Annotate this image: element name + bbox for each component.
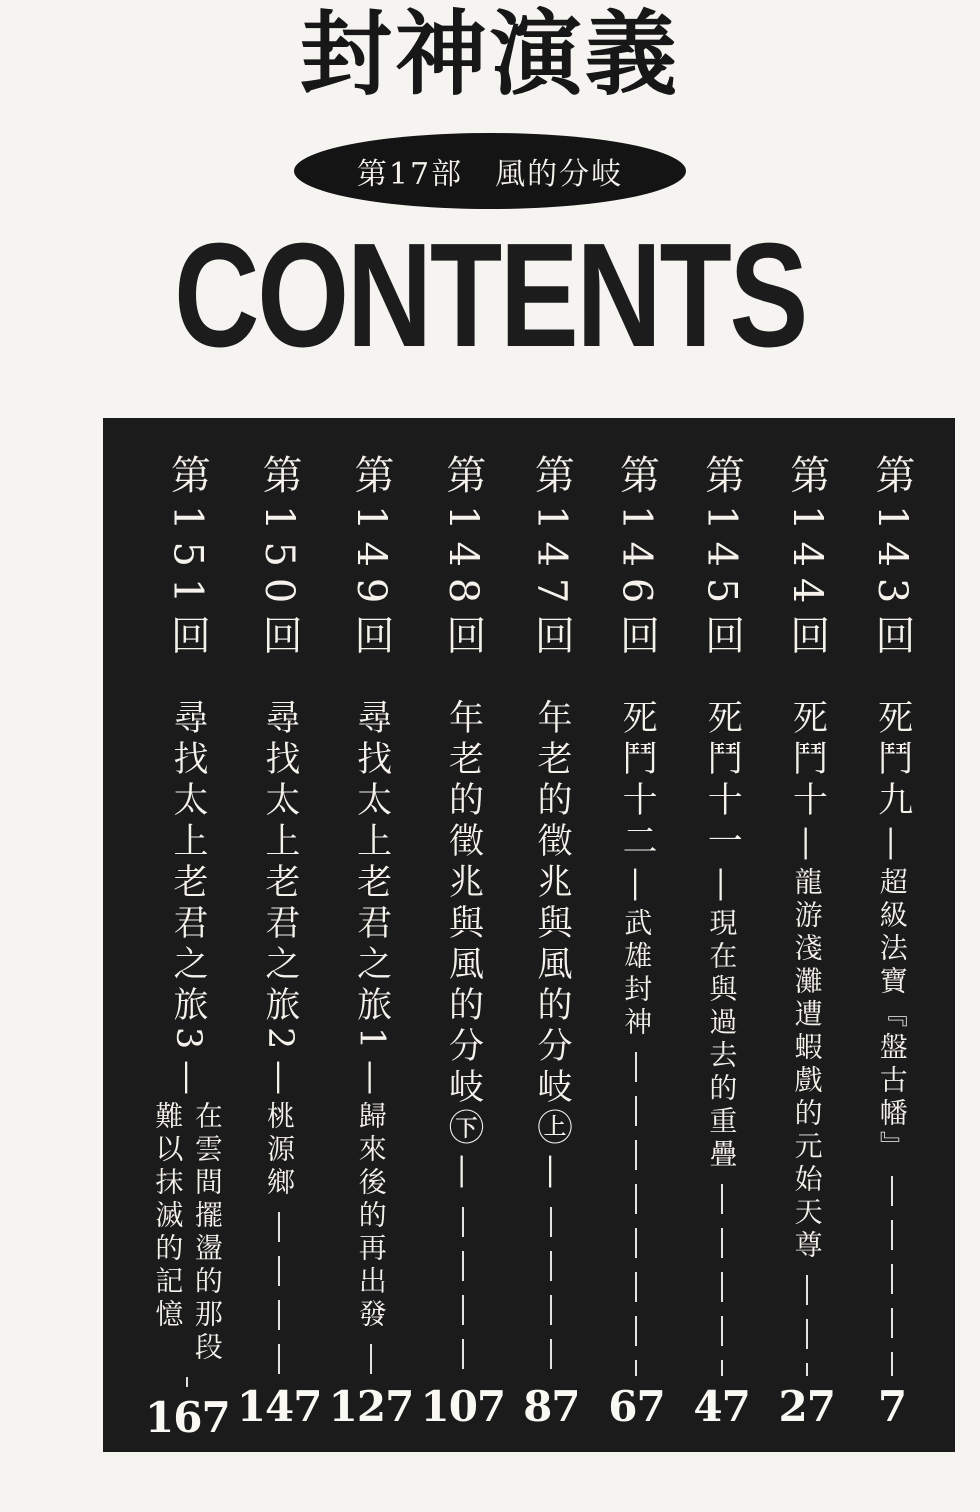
chapter-label: 第147回 [528, 454, 575, 666]
leader-line [891, 1176, 893, 1376]
entry-subtitle-line: 桃源鄉 [262, 1100, 296, 1200]
entry-subtitle-line: 難以抹滅的記憶 [151, 1100, 185, 1332]
title-dash: — [167, 1059, 208, 1101]
entry-subtitle-line: 在雲間擺盪的那段 [190, 1100, 224, 1365]
entry-title: 尋找太上老君之旅3 [167, 699, 208, 1056]
page-number: 107 [420, 1382, 506, 1431]
leader-line [462, 1207, 464, 1376]
page-number: 27 [778, 1382, 835, 1431]
chapter-label: 第146回 [613, 454, 660, 666]
toc-entry [145, 454, 230, 1442]
entry-title-line [616, 699, 657, 908]
entry-title: 年老的徵兆與風的分岐㊦ [443, 699, 484, 1151]
entry-subtitles [875, 867, 909, 1164]
entry-body [259, 699, 300, 1199]
title-dash: — [351, 1059, 392, 1101]
title-dash: — [872, 826, 913, 868]
leader-line [278, 1212, 280, 1376]
leader-line [186, 1377, 188, 1387]
entry-title: 死鬥十一 [702, 699, 743, 864]
chapter-label: 第150回 [256, 454, 303, 666]
entry-body [350, 699, 391, 1331]
volume-badge-label: 第17部 風的分岐 [356, 157, 624, 192]
entry-subtitle-line: 超級法寶『盤古幡』 [875, 867, 909, 1165]
entry-title-line [531, 699, 572, 1195]
chapter-label: 第151回 [164, 454, 211, 666]
entry-title-line [259, 699, 300, 1100]
entry-title: 年老的徵兆與風的分岐㊤ [531, 699, 572, 1151]
entry-title-line [442, 699, 483, 1195]
entry-subtitle-line: 歸來後的再出發 [354, 1100, 388, 1332]
entry-title-line [350, 699, 391, 1100]
page-number: 47 [693, 1382, 750, 1431]
page-number: 167 [145, 1392, 230, 1442]
toc-entry [683, 454, 761, 1431]
toc-entry [597, 454, 675, 1431]
entry-body [701, 699, 742, 1172]
toc-entry [328, 454, 414, 1431]
toc-entry [853, 454, 931, 1431]
leader-line [550, 1207, 552, 1376]
page-number: 147 [236, 1382, 322, 1431]
page-number: 127 [328, 1382, 414, 1431]
entry-title: 尋找太上老君之旅2 [259, 699, 300, 1056]
entry-subtitles [151, 1101, 224, 1365]
title-dash: — [259, 1059, 300, 1101]
entry-title: 死鬥九 [872, 699, 913, 823]
entry-subtitles [705, 908, 739, 1172]
entry-subtitles [262, 1101, 296, 1200]
toc-entry [768, 454, 846, 1431]
leader-line [635, 1052, 637, 1376]
entry-body [531, 699, 572, 1195]
entry-title-line [701, 699, 742, 908]
title-dash: — [787, 826, 828, 868]
toc-entry [420, 454, 506, 1431]
chapter-label: 第149回 [347, 454, 394, 666]
toc-entry [236, 454, 322, 1431]
page-number: 7 [877, 1382, 907, 1431]
title-dash: — [617, 867, 658, 909]
entry-body [151, 699, 224, 1364]
volume-badge [294, 133, 686, 209]
entry-body [442, 699, 483, 1195]
entry-title-line [786, 699, 827, 867]
entry-subtitles [790, 867, 824, 1263]
leader-line [806, 1275, 808, 1376]
entry-subtitle-line: 龍游淺灘遭蝦戲的元始天尊 [790, 867, 824, 1264]
entry-body [871, 699, 912, 1164]
toc-panel [103, 418, 955, 1452]
leader-line [721, 1184, 723, 1376]
chapter-label: 第143回 [868, 454, 915, 666]
entry-body [616, 699, 657, 1040]
entry-title-line [871, 699, 912, 867]
entry-subtitles [620, 908, 654, 1040]
entry-subtitle-line: 現在與過去的重疊 [705, 908, 739, 1173]
chapter-label: 第145回 [698, 454, 745, 666]
entry-title: 尋找太上老君之旅1 [351, 699, 392, 1056]
toc-entry [512, 454, 590, 1431]
entry-title-line [167, 699, 208, 1100]
title-dash: — [531, 1154, 572, 1196]
entry-subtitle-line: 武雄封神 [620, 908, 654, 1041]
chapter-label: 第144回 [783, 454, 830, 666]
page-number: 87 [523, 1382, 580, 1431]
chapter-label: 第148回 [439, 454, 486, 666]
entry-title: 死鬥十二 [617, 699, 658, 864]
entry-subtitles [354, 1101, 388, 1332]
entry-body [786, 699, 827, 1263]
title-dash: — [443, 1154, 484, 1196]
title-dash: — [702, 867, 743, 909]
contents-heading: CONTENTS [174, 213, 806, 378]
page-number: 67 [608, 1382, 665, 1431]
entry-title: 死鬥十 [787, 699, 828, 823]
leader-line [370, 1344, 372, 1376]
series-title: 封神演義 [299, 1, 680, 108]
